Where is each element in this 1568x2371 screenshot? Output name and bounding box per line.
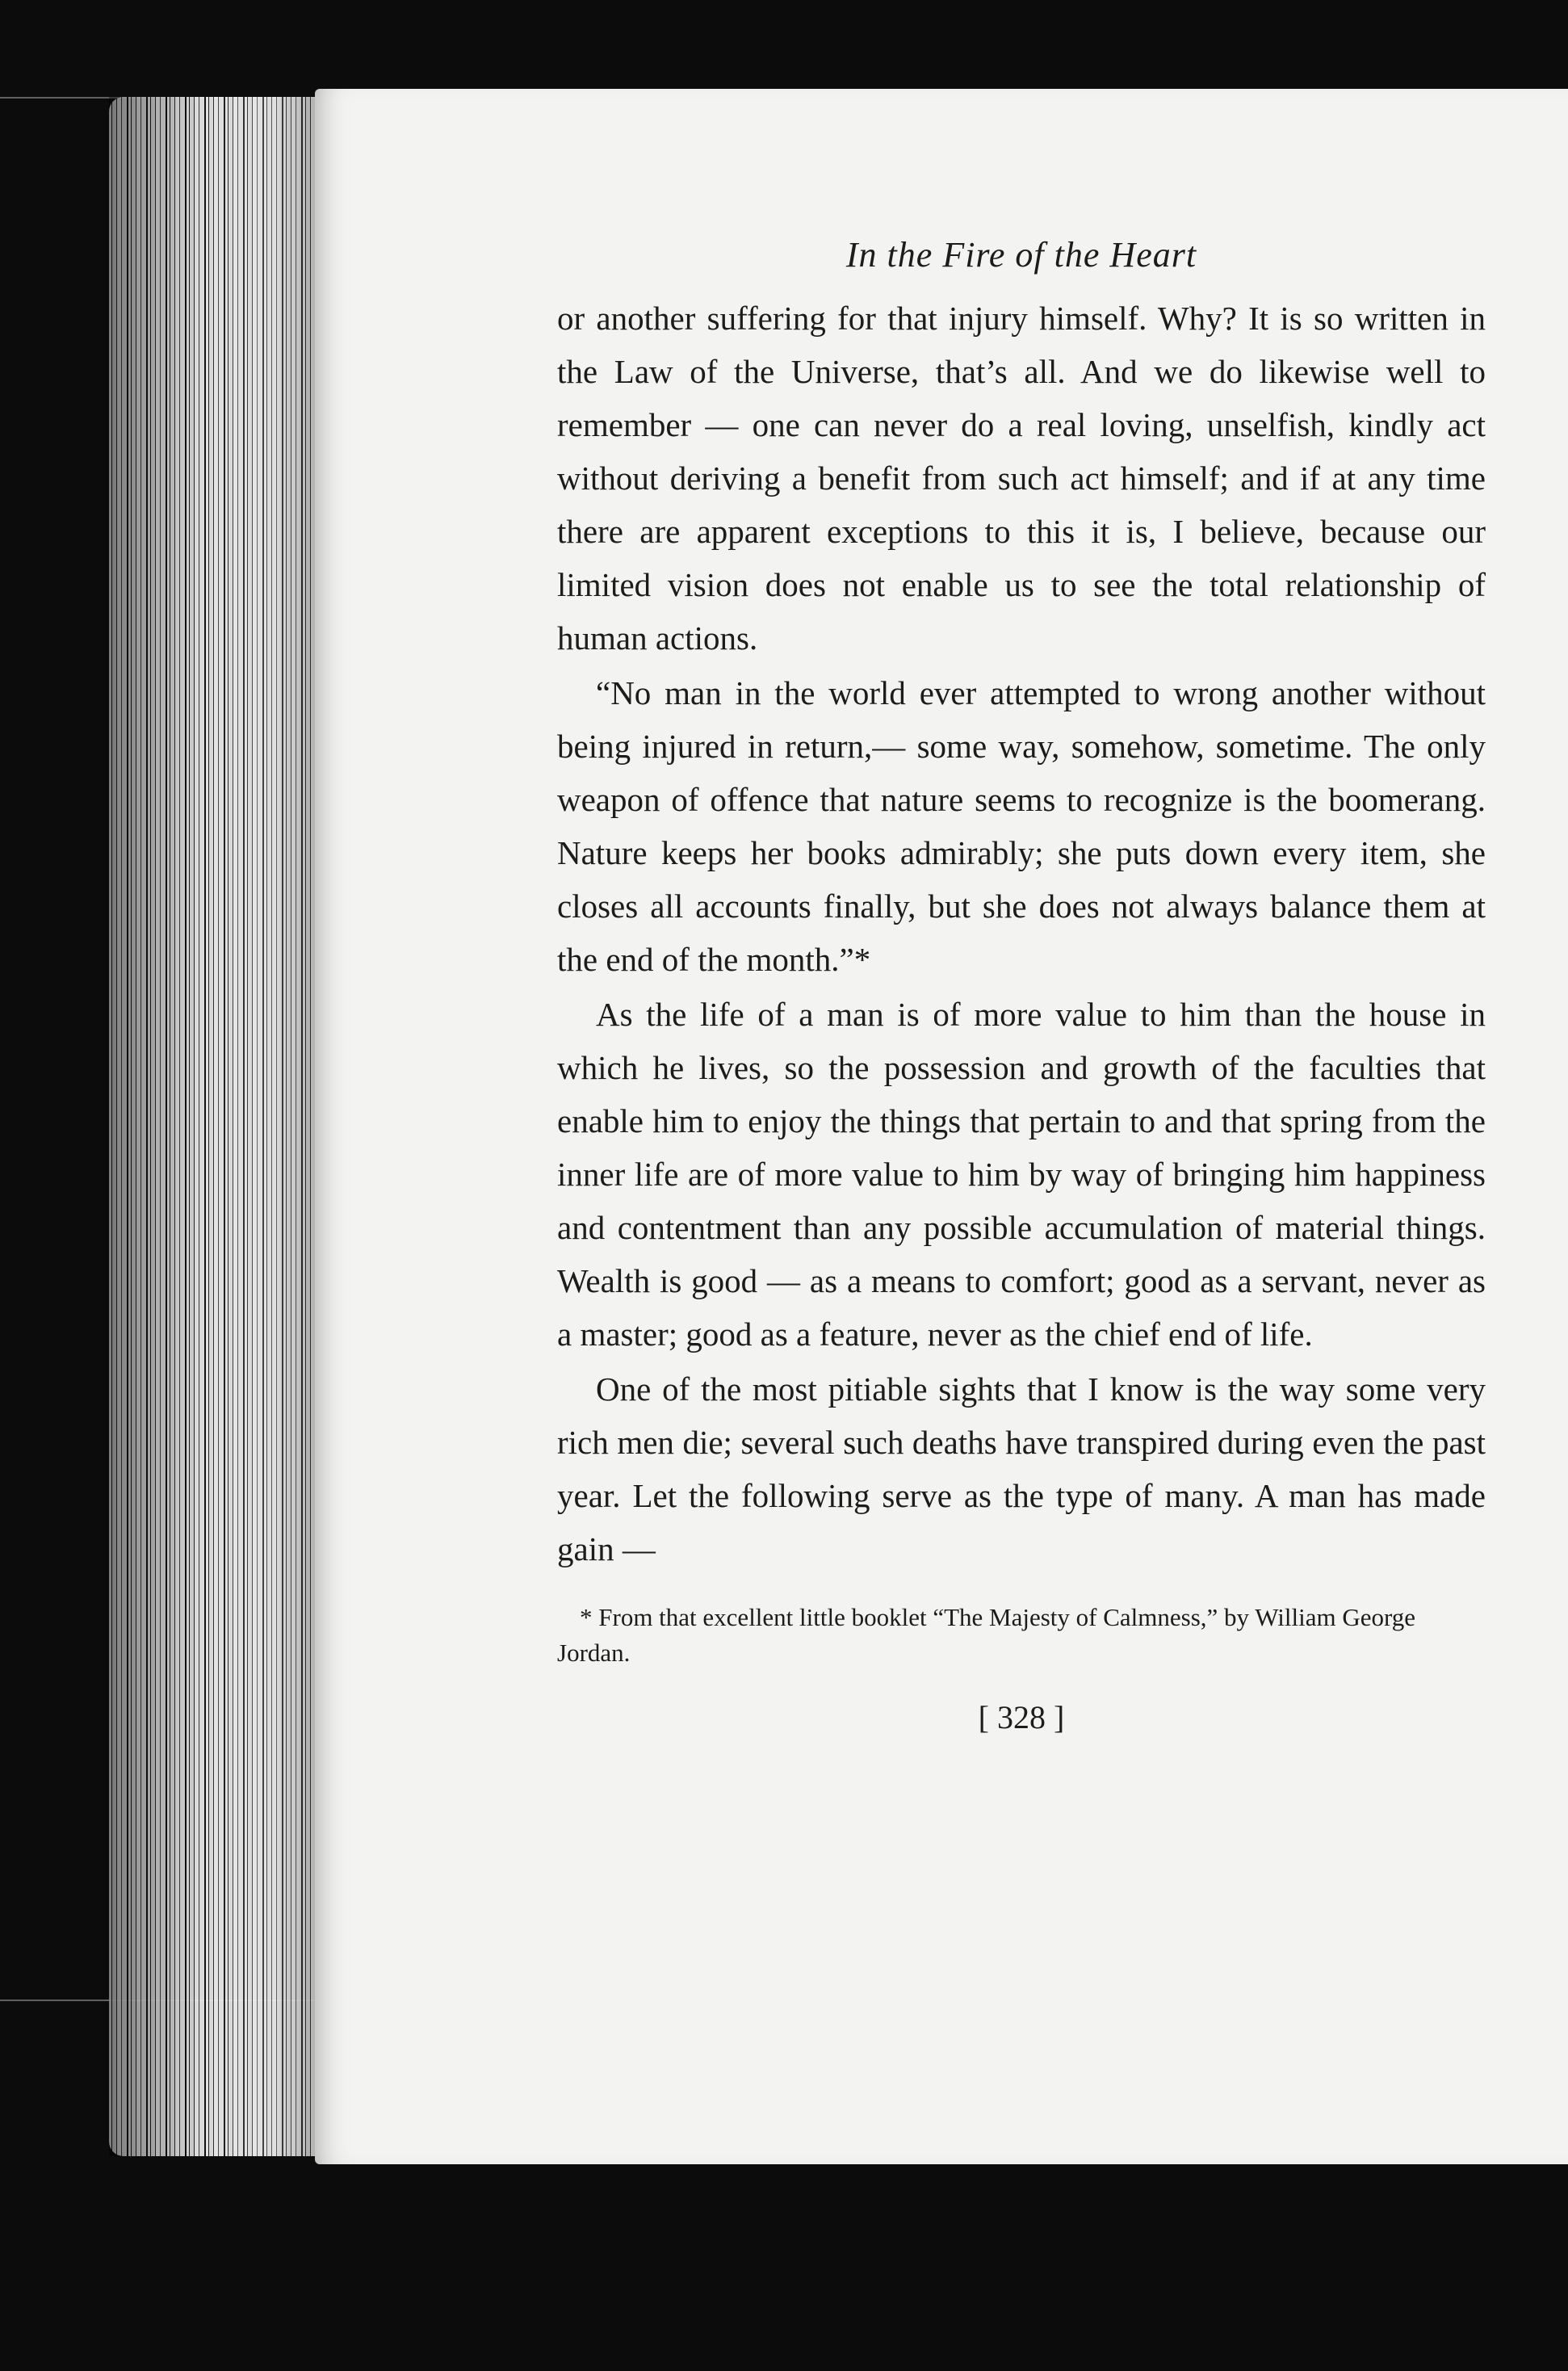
paragraph-1: or another suffering for that injury himself. Why? It is so written in the Law of the Universe, that’s all. And we do likewise well to remember — one can never do a real loving, unselfish, kindly act without deriving a benefit from such act himself; and if at any time there are apparent exceptions to this it is, I believe, because our limited vision does not enable us to see the total relationship of human actions. bbox=[557, 300, 1486, 657]
paragraph-2: “No man in the world ever attempted to wrong another without being injured in return,— some way, somehow, sometime. The only weapon of offence that nature seems to recognize is the boomerang. Nature keeps her books admirably; she puts down every item, she closes all accounts finally, but she does not always balance them at the end of the month.”* bbox=[557, 674, 1486, 978]
book-page bbox=[315, 89, 1568, 2164]
page-number: [ 328 ] bbox=[978, 1699, 1065, 1735]
paragraph-3: As the life of a man is of more value to him than the house in which he lives, so the possession and growth of the faculties that enable him to enjoy the things that pertain to and that spring from the inner life are of more value to him by way of bringing him happiness and contentment than any possible accumulation of material things. Wealth is good — as a means to comfort; good as a servant, never as a master; good as a feature, never as the chief end of life. bbox=[557, 996, 1486, 1353]
footnote: * From that excellent little booklet “The Majesty of Calmness,” by William George Jordan. bbox=[557, 1603, 1416, 1667]
paragraph-4: One of the most pitiable sights that I know is the way some very rich men die; several such deaths have transpired during even the past year. Let the following serve as the type of many. A man has made gain — bbox=[557, 1370, 1486, 1567]
running-head: In the Fire of the Heart bbox=[845, 235, 1197, 275]
book-page-edges bbox=[109, 97, 323, 2156]
page-content bbox=[557, 234, 1486, 1736]
